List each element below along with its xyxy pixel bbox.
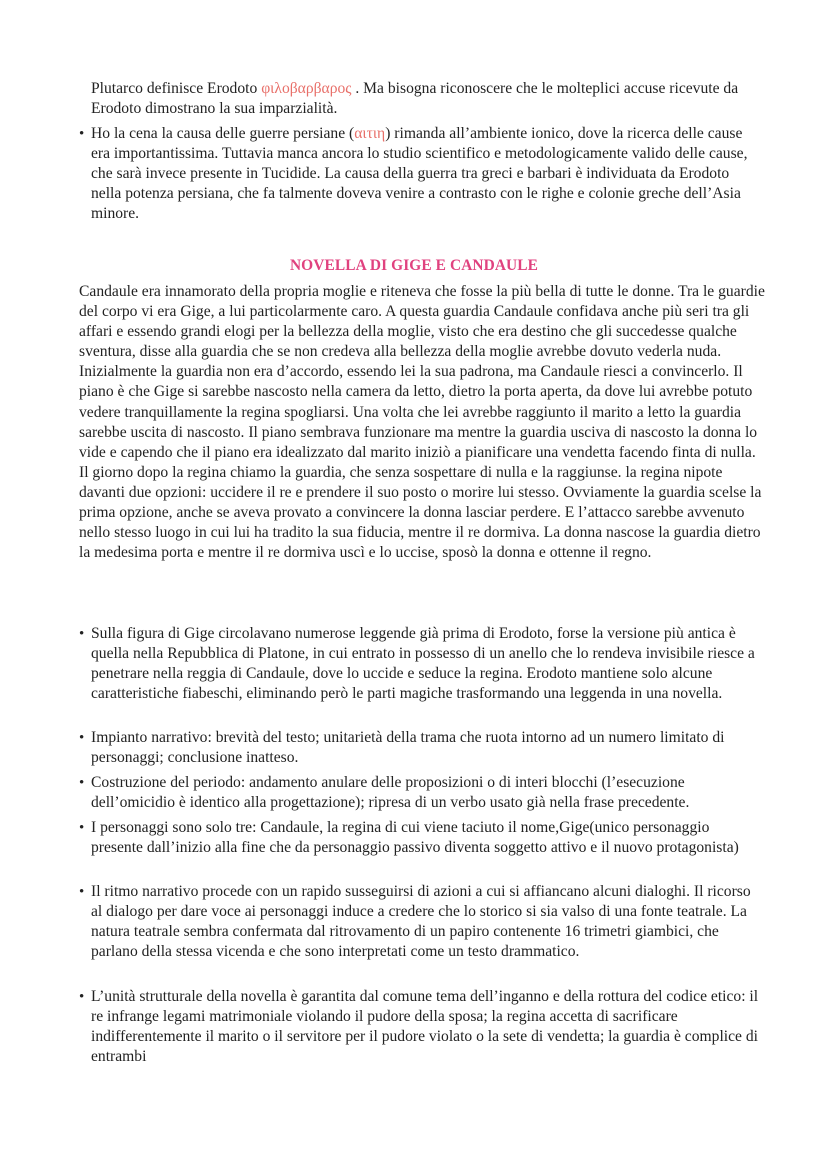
bullet-text: L’unità strutturale della novella è garantita dal comune tema dell’inganno e della rottura del codice etico: il re infrange legami matrimoniale violando il pudore della sposa; la regina accetta di sacrificare indifferentemente il marito o il servitore per il pudore violato o la sete di vendetta; la guardia è complice di entrambi	[91, 988, 759, 1066]
greek-term-aitie: αιτιη	[354, 125, 386, 142]
greek-term-philobarbaros: φιλοβαρβαρος	[261, 80, 352, 97]
bullet-item-4	[79, 882, 759, 962]
bullet-icon: •	[79, 989, 85, 1005]
bullet-text: Costruzione del periodo: andamento anulare delle proposizioni o di interi blocchi (l’esecuzione dell’omicidio è identico alla progettazione); ripresa di un verbo usato già nella frase precedente.	[91, 774, 690, 812]
bullet-icon: •	[79, 730, 85, 746]
bullet-text: Sulla figura di Gige circolavano numerose leggende già prima di Erodoto, forse la versione più antica è quella nella Repubblica di Platone, in cui entrato in possesso di un anello che lo rendeva invisibile riesce a penetrare nella reggia di Candaule, dove lo uccide e seduce la regina. Erodoto mantiene solo alcune caratteristiche fiabeschi, eliminando però le parti magiche trasformando una leggenda in una novella.	[91, 625, 755, 703]
bullet-icon: •	[79, 626, 85, 642]
bullet-item-1	[79, 728, 759, 768]
bullet-icon: •	[79, 884, 85, 900]
intro-text-before: Plutarco definisce Erodoto	[91, 80, 262, 97]
bullet-item-5	[79, 987, 759, 1067]
bullet-text: Il ritmo narrativo procede con un rapido susseguirsi di azioni a cui si affiancano alcuni dialoghi. Il ricorso al dialogo per dare voce ai personaggi induce a credere che lo storico si sia valso di una fonte teatrale. La natura teatrale sembra confermata dal ritrovamento di un papiro contenente 16 trimetri giambici, che parlano della stessa vicenda e che sono interpretati come un testo drammatico.	[91, 883, 751, 961]
bullet-item-2	[79, 773, 759, 813]
bullet-text: I personaggi sono solo tre: Candaule, la regina di cui viene taciuto il nome,Gige(unico personaggio presente dall’inizio alla fine che da personaggio passivo diventa soggetto attivo e il nuovo protagonista)	[91, 819, 739, 857]
bullet-icon: •	[79, 775, 85, 791]
causes-bullet-text	[91, 124, 759, 224]
bullet-item-0	[79, 624, 759, 704]
intro-paragraph	[91, 79, 751, 119]
intro-text-after: . Ma bisogna riconoscere che le molteplici accuse ricevute da Erodoto dimostrano la sua imparzialità.	[91, 80, 739, 118]
causes-bullet	[79, 124, 759, 224]
bullet-item-3	[79, 818, 759, 858]
bullet-text: Impianto narrativo: brevità del testo; unitarietà della trama che ruota intorno ad un numero limitato di personaggi; conclusione inatteso.	[91, 729, 725, 767]
section-title: NOVELLA DI GIGE E CANDAULE	[289, 257, 539, 274]
bullet-icon: •	[79, 820, 85, 836]
narrative-paragraph: Candaule era innamorato della propria moglie e riteneva che fosse la più bella di tutte le donne. Tra le guardie del corpo vi era Gige, a lui particolarmente caro. A questa guardia Candaule confidava anche più seri tra gli affari e essendo grandi elogi per la bellezza della moglie, visto che era destino che gli succedesse qualche sventura, disse alla guardia che se non credeva alla bellezza della moglie avrebbe dovuto vederla nuda. Inizialmente la guardia non era d’accordo, essendo lei la sua padrona, ma Candaule riesci a convincerlo. Il piano è che Gige si sarebbe nascosto nella camera da letto, dietro la porta aperta, da dove lui avrebbe potuto vedere tranquillamente la regina spogliarsi. Una volta che lei avrebbe raggiunto il marito a letto la guardia sarebbe uscita di nascosto. Il piano sembrava funzionare ma mentre la guardia usciva di nascosto la donna lo vide e capendo che il piano era idealizzato dal marito iniziò a pianificare una vendetta facendo finta di nulla. Il giorno dopo la regina chiamo la guardia, che senza sospettare di nulla e la raggiunse. la regina nipote davanti due opzioni: uccidere il re e prendere il suo posto o morire lui stesso. Ovviamente la guardia scelse la prima opzione, anche se aveva provato a convincere la donna lasciar perdere. E l’attacco sarebbe avvenuto nello stesso luogo in cui lui ha tradito la sua fiducia, mentre il re dormiva. La donna nascose la guardia dietro la medesima porta e mentre il re dormiva uscì e lo uccise, sposò la donna e ottenne il regno.	[79, 283, 765, 562]
causes-text-after: ) rimanda all’ambiente ionico, dove la ricerca delle cause era importantissima. Tuttavia manca ancora lo studio scientifico e metodologicamente valido delle cause, che sarà invece presente in Tucidide. La causa della guerra tra greci e barbari è individuata da Erodoto nella potenza persiana, che fa talmente doveva venire a contrasto con le righe e colonie greche dell’Asia minore.	[91, 125, 748, 223]
bullet-icon: •	[79, 126, 85, 142]
causes-text-before: Ho la cena la causa delle guerre persiane (	[91, 125, 355, 142]
